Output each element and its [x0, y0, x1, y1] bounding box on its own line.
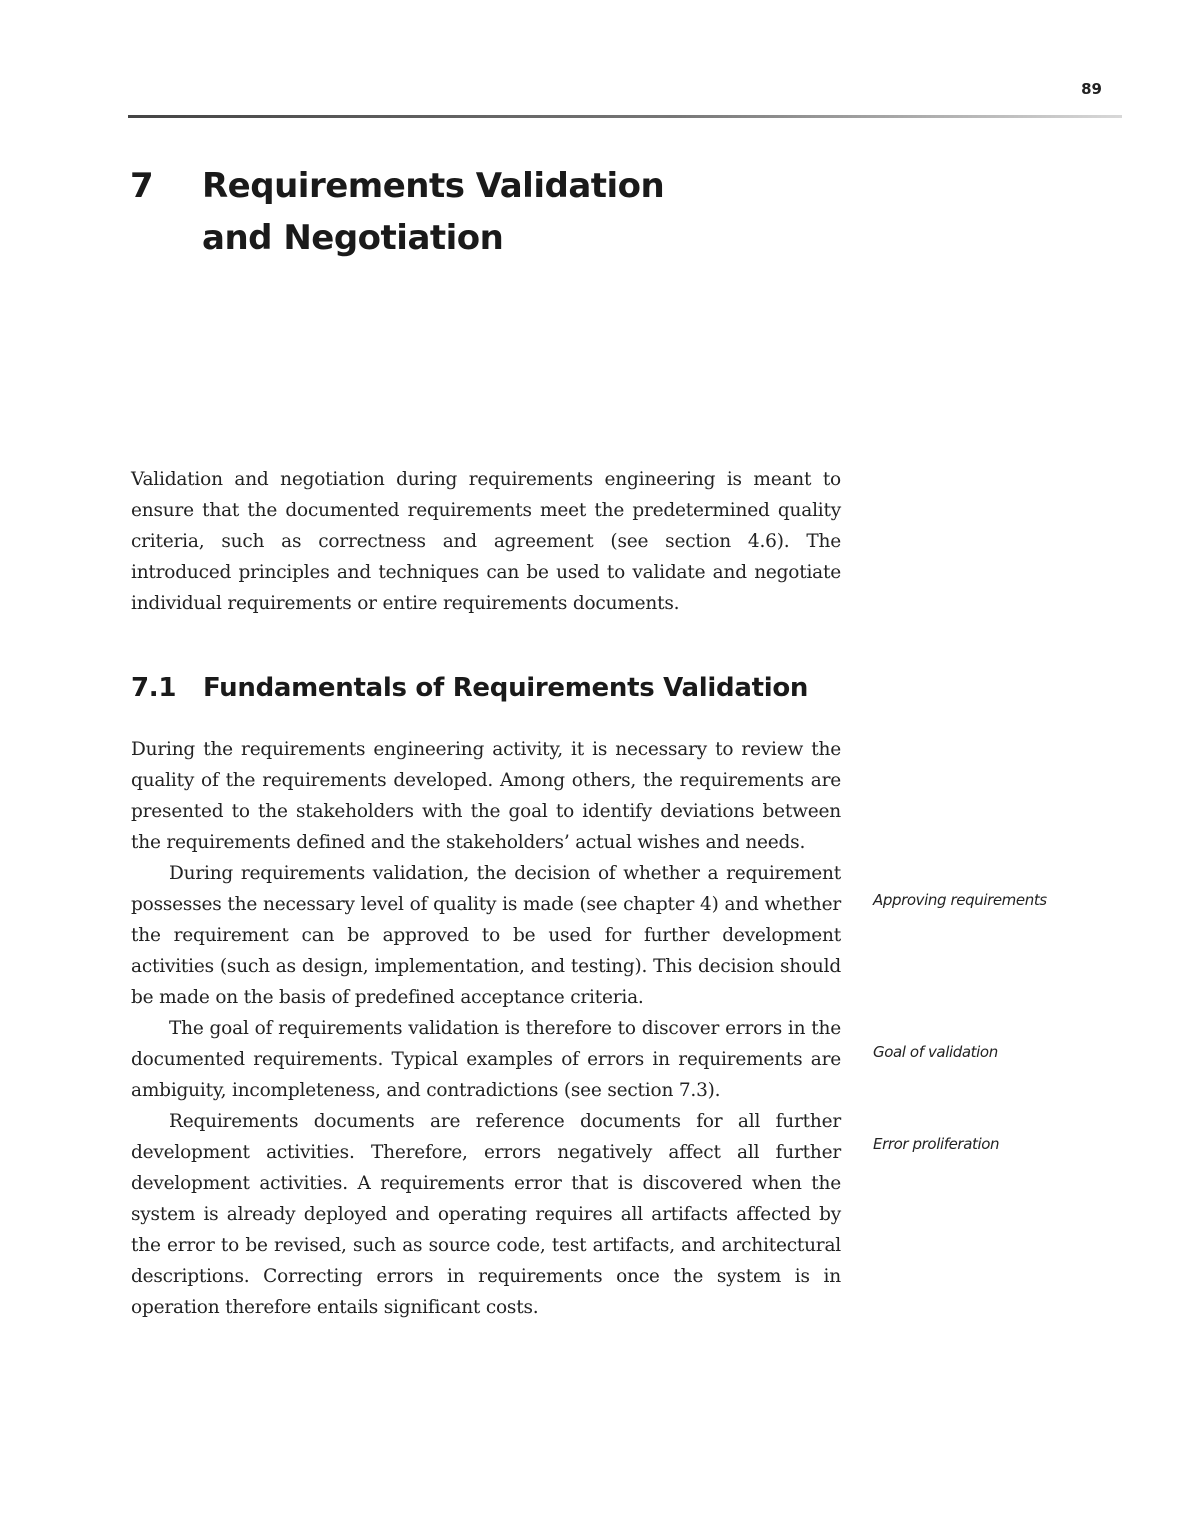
- margin-note-error: Error proliferation: [873, 1135, 1000, 1153]
- margin-note-goal: Goal of validation: [873, 1043, 998, 1061]
- intro-paragraph: Validation and negotiation during requirements engineering is meant to ensure that the documented requirements meet the predetermined quality criteria, such as correctness and agreement (see section 4.6). The introduced principles and techniques can be used to validate and negotiate individual requirements or entire requirements documents.: [131, 469, 841, 614]
- section-title: Fundamentals of Requirements Validation: [203, 673, 809, 703]
- page-number: 89: [1081, 80, 1102, 98]
- section-heading: [131, 668, 808, 708]
- body-paragraph: During requirements validation, the decision of whether a requirement possesses the necessary level of quality is made (see chapter 4) and whether the requirement can be approved to be used for further development activities (such as design, implementation, and testing). This decision should be made on the basis of predefined acceptance criteria.: [131, 863, 841, 1008]
- chapter-title-text: [202, 160, 664, 264]
- body-paragraph: The goal of requirements validation is therefore to discover errors in the documented requirements. Typical examples of errors in requirements are ambiguity, incompleteness, and contradictions (see section 7.3).: [131, 1018, 841, 1101]
- section-number: 7.1: [131, 673, 177, 703]
- body-paragraph: Requirements documents are reference documents for all further development activities. Therefore, errors negatively affect all further development activities. A requirements error that is discovered when the system is already deployed and operating requires all artifacts affected by the error to be revised, such as source code, test artifacts, and architectural descriptions. Correcting errors in requirements once the system is in operation therefore entails significant costs.: [131, 1111, 841, 1318]
- body-paragraph: During the requirements engineering activity, it is necessary to review the quality of the requirements developed. Among others, the requirements are presented to the stakeholders with the goal to identify deviations between the requirements defined and the stakeholders’ actual wishes and needs.: [131, 739, 841, 853]
- chapter-title-line1: Requirements Validation: [202, 166, 665, 206]
- chapter-number: 7: [130, 166, 154, 206]
- header-rule: [128, 115, 1122, 118]
- chapter-title-line2: and Negotiation: [202, 218, 504, 258]
- section-body: [131, 734, 841, 1323]
- margin-note-approving: Approving requirements: [873, 891, 1047, 909]
